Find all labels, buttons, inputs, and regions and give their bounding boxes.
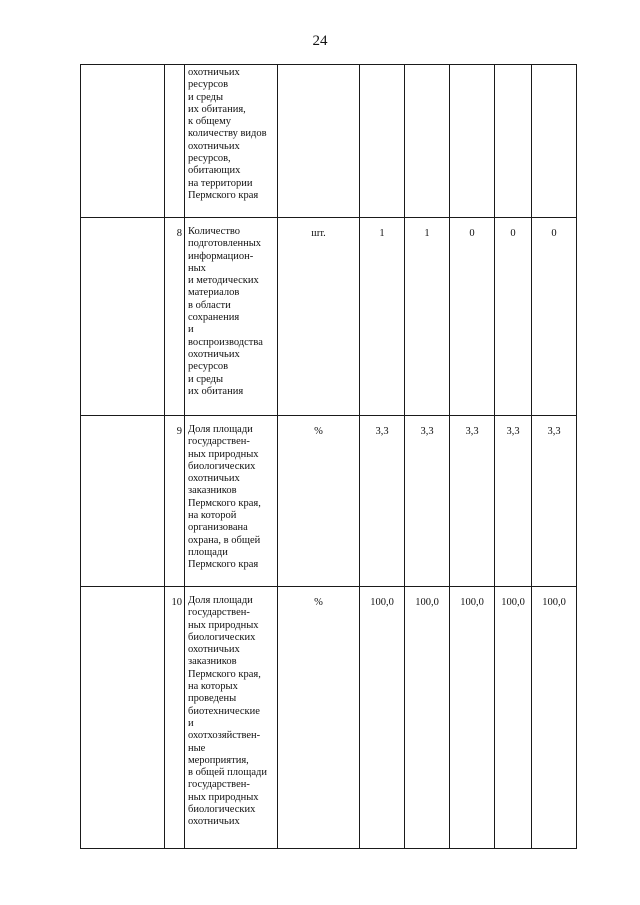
indicator-name-line: государствен- — [188, 607, 250, 619]
row-number-cell: 9 — [165, 416, 185, 587]
indicator-name-cell — [185, 416, 278, 587]
indicator-name-line: государствен- — [188, 436, 250, 448]
indicator-name-line: и среды — [188, 373, 224, 385]
indicator-name-line: ных природных — [188, 448, 259, 460]
empty-cell — [81, 218, 165, 416]
indicator-name-line: Доля площади — [188, 424, 253, 435]
unit-cell: шт. — [278, 218, 360, 416]
indicator-name-line: Пермского края, — [188, 497, 261, 509]
indicator-name-line: охотхозяйствен- — [188, 730, 261, 742]
indicator-name-line: на которой — [188, 510, 237, 522]
unit-cell — [278, 65, 360, 218]
indicator-name-line: обитающих — [188, 165, 241, 177]
value-cell: 0 — [495, 218, 532, 416]
table-row-continuation — [81, 65, 577, 218]
indicator-name-line: и методических — [188, 275, 259, 287]
indicator-name-line: количеству видов — [188, 128, 267, 140]
indicator-name-line: государствен- — [188, 779, 250, 791]
indicator-name-line: проведены — [188, 693, 237, 705]
value-cell: 100,0 — [450, 587, 495, 849]
indicator-name-line: охотничьих — [188, 67, 240, 78]
indicator-name-line: биологических — [188, 631, 256, 643]
indicator-name-line: организована — [188, 522, 248, 534]
value-cell — [405, 65, 450, 218]
row-number-cell — [165, 65, 185, 218]
value-cell — [360, 65, 405, 218]
indicator-name-line: в области — [188, 299, 231, 311]
indicator-name-line: в общей площади — [188, 767, 267, 779]
page-number: 24 — [312, 33, 328, 49]
indicator-name-line: биотехнические — [188, 705, 260, 717]
indicator-name-line: ресурсов — [188, 361, 229, 373]
indicator-name-line: ресурсов, — [188, 153, 231, 165]
indicator-name-line: материалов — [188, 287, 240, 299]
indicator-name-line: биологических — [188, 804, 256, 816]
empty-cell — [81, 587, 165, 849]
indicator-name-line: ные — [188, 742, 206, 754]
indicator-name-line: Пермского края — [188, 189, 259, 201]
indicator-name-line: информацион- — [188, 250, 254, 262]
indicator-name-line: заказников — [188, 656, 237, 668]
indicator-name-line: охотничьих — [188, 473, 240, 485]
indicator-name-line: заказников — [188, 485, 237, 497]
value-cell: 100,0 — [360, 587, 405, 849]
value-cell: 1 — [405, 218, 450, 416]
value-cell: 3,3 — [405, 416, 450, 587]
indicator-name-line: ных природных — [188, 619, 259, 631]
indicator-name-line: и — [188, 324, 194, 336]
value-cell: 100,0 — [532, 587, 577, 849]
value-cell — [532, 65, 577, 218]
table-body — [81, 65, 577, 849]
value-cell: 3,3 — [360, 416, 405, 587]
indicator-name-line: на территории — [188, 177, 253, 189]
indicator-name-line: биологических — [188, 460, 256, 472]
indicator-name-line: их обитания, — [188, 103, 246, 115]
indicator-name-line: ных — [188, 262, 206, 274]
indicators-table — [80, 64, 577, 849]
table-row — [81, 416, 577, 587]
indicator-name-line: подготовленных — [188, 238, 262, 250]
indicator-name-cell — [185, 218, 278, 416]
indicator-name-line: охотничьих — [188, 816, 240, 828]
indicator-name-line: охрана, в общей — [188, 534, 261, 546]
indicator-name-line: охотничьих — [188, 140, 240, 152]
indicator-name-line: к общему — [188, 116, 231, 128]
indicator-name-line: ресурсов — [188, 79, 229, 91]
value-cell: 3,3 — [532, 416, 577, 587]
value-cell: 0 — [450, 218, 495, 416]
value-cell: 100,0 — [495, 587, 532, 849]
value-cell: 3,3 — [495, 416, 532, 587]
value-cell — [495, 65, 532, 218]
indicator-name-line: и — [188, 717, 194, 729]
indicator-name-line: на которых — [188, 681, 238, 693]
empty-cell — [81, 416, 165, 587]
unit-cell: % — [278, 587, 360, 849]
table-row — [81, 218, 577, 416]
unit-cell: % — [278, 416, 360, 587]
indicator-name-line: и среды — [188, 91, 224, 103]
indicator-name-line: Количество — [188, 226, 241, 237]
indicator-name-line: охотничьих — [188, 348, 240, 360]
table-row — [81, 587, 577, 849]
empty-cell — [81, 65, 165, 218]
value-cell: 0 — [532, 218, 577, 416]
indicator-name-line: Пермского края, — [188, 668, 261, 680]
row-number-cell: 8 — [165, 218, 185, 416]
value-cell — [450, 65, 495, 218]
row-number-cell: 10 — [165, 587, 185, 849]
indicator-name-line: их обитания — [188, 385, 244, 397]
indicator-name-line: воспроизводства — [188, 336, 263, 348]
indicator-name-line: Пермского края — [188, 559, 259, 571]
value-cell: 100,0 — [405, 587, 450, 849]
indicator-name-cell — [185, 587, 278, 849]
indicator-name-line: охотничьих — [188, 644, 240, 656]
indicator-name-line: ных природных — [188, 791, 259, 803]
indicator-name-cell — [185, 65, 278, 218]
indicator-name-line: сохранения — [188, 312, 240, 324]
value-cell: 3,3 — [450, 416, 495, 587]
indicator-name-line: мероприятия, — [188, 754, 249, 766]
indicator-name-line: Доля площади — [188, 595, 253, 606]
value-cell: 1 — [360, 218, 405, 416]
indicator-name-line: площади — [188, 546, 228, 558]
